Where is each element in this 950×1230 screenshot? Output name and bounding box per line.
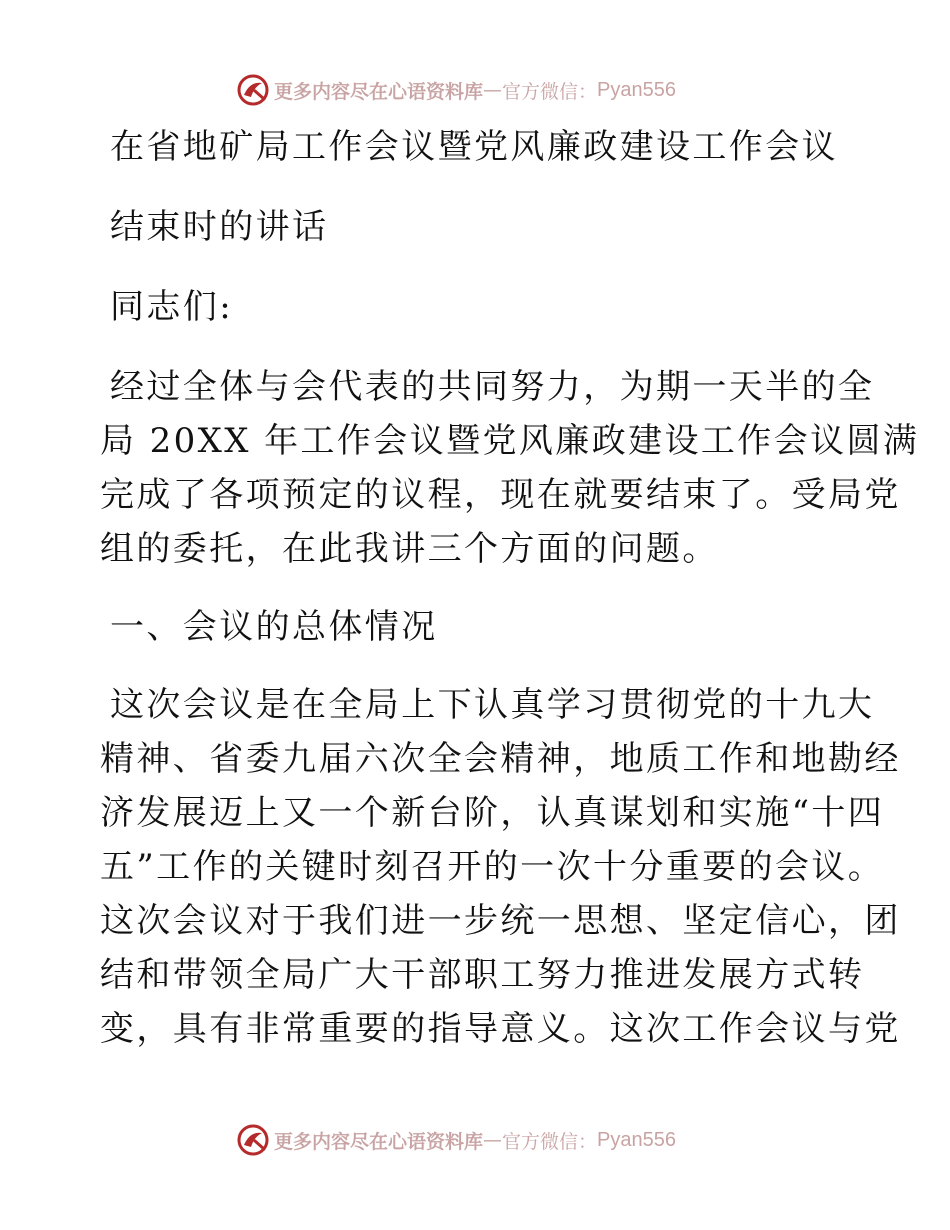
watermark-main-text: 更多内容尽在心语资料库 [274,80,484,103]
watermark-sub-text: 官方微信： [502,80,598,103]
paragraph-line: 济发展迈上又一个新台阶，认真谋划和实施“十四 [100,793,885,833]
paragraph-line: 精神、省委九届六次全会精神，地质工作和地勘经 [100,739,901,779]
watermark-wechat-id: Pyan556 [597,1128,676,1151]
watermark-banner-bottom [236,1122,676,1158]
document-title-line-2: 结束时的讲话 [110,207,329,247]
paragraph-line: 这次会议对于我们进一步统一思想、坚定信心，团 [100,901,901,941]
paragraph-line: 这次会议是在全局上下认真学习贯彻党的十九大 [110,685,875,725]
paragraph-2 [100,678,901,1056]
section-heading-1: 一、会议的总体情况 [110,607,438,647]
paragraph-line: 五”工作的关键时刻召开的一次十分重要的会议。 [100,847,885,887]
salutation: 同志们: [110,287,234,327]
brand-logo-icon [236,73,270,107]
watermark-sub-text: 官方微信： [502,1130,598,1153]
paragraph-line: 组的委托，在此我讲三个方面的问题。 [100,529,719,569]
watermark-separator: — [483,1129,503,1151]
paragraph-line: 局 20XX 年工作会议暨党风廉政建设工作会议圆满 [100,421,920,461]
document-body [100,120,920,1056]
watermark-main-text: 更多内容尽在心语资料库 [274,1130,484,1153]
brand-logo-icon [236,1123,270,1157]
paragraph-line: 经过全体与会代表的共同努力，为期一天半的全 [110,367,875,407]
paragraph-line: 变，具有非常重要的指导意义。这次工作会议与党 [100,1009,901,1049]
watermark-separator: — [483,79,503,101]
paragraph-line: 完成了各项预定的议程，现在就要结束了。受局党 [100,475,901,515]
paragraph-1 [100,360,920,576]
watermark-wechat-id: Pyan556 [597,78,676,101]
watermark-banner-top [236,72,676,108]
document-title-line-1: 在省地矿局工作会议暨党风廉政建设工作会议 [110,127,838,167]
paragraph-line: 结和带领全局广大干部职工努力推进发展方式转 [100,955,865,995]
